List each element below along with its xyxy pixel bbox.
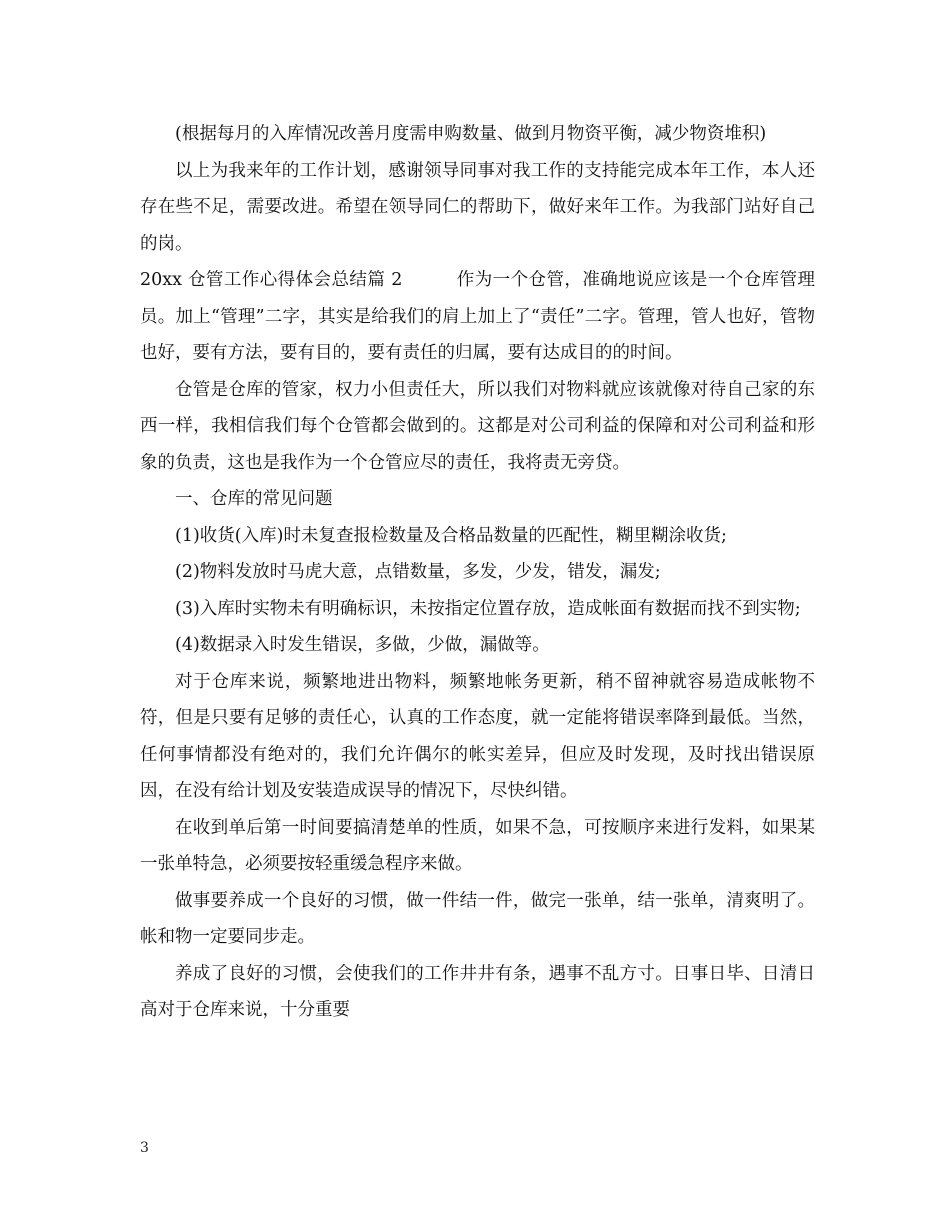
- section-intro: 作为一个仓管，准确地说应该是一个仓库管理员。加上“管理”二字，其实是给我们的肩上加上了“责任”二字。管理，管人也好，管物也好，要有方法，要有目的，要有责任的归属，要有达成目的的时间。: [140, 270, 816, 363]
- document-body: [140, 116, 815, 1029]
- list-heading: 一、仓库的常见问题: [175, 489, 333, 509]
- page-number: 3: [140, 1140, 149, 1156]
- paragraph: 以上为我来年的工作计划，感谢领导同事对我工作的支持能完成本年工作，本人还存在些不足，需要改进。希望在领导同仁的帮助下，做好来年工作。为我部门站好自己的岗。: [140, 160, 815, 254]
- list-item: (4)数据录入时发生错误，多做，少做，漏做等。: [175, 635, 550, 655]
- paragraph: 做事要养成一个良好的习惯，做一件结一件，做完一张单，结一张单，清爽明了。帐和物一定要同步走。: [140, 890, 815, 947]
- list-item: (2)物料发放时马虎大意，点错数量，多发，少发，错发，漏发;: [175, 562, 661, 582]
- list-item: (1)收货(入库)时未复查报检数量及合格品数量的匹配性，糊里糊涂收货;: [175, 525, 727, 546]
- paragraph: 在收到单后第一时间要搞清楚单的性质，如果不急，可按顺序来进行发料，如果某一张单特急，必须要按轻重缓急程序来做。: [140, 817, 815, 874]
- paragraph: (根据每月的入库情况改善月度需申购数量、做到月物资平衡，减少物资堆积): [175, 124, 767, 144]
- list-item: (3)入库时实物未有明确标识，未按指定位置存放，造成帐面有数据而找不到实物;: [175, 598, 801, 619]
- paragraph: 对于仓库来说，频繁地进出物料，频繁地帐务更新，稍不留神就容易造成帐物不符，但是只要有足够的责任心，认真的工作态度，就一定能将错误率降到最低。当然，任何事情都没有绝对的，我们允许偶尔的帐实差异，但应及时发现，及时找出错误原因，在没有给计划及安装造成误导的情况下，尽快纠错。: [140, 671, 815, 801]
- paragraph: 仓管是仓库的管家，权力小但责任大，所以我们对物料就应该就像对待自己家的东西一样，我相信我们每个仓管都会做到的。这都是对公司利益的保障和对公司利益和形象的负责，这也是我作为一个仓管应尽的责任，我将责无旁贷。: [140, 379, 815, 473]
- section-heading: 20xx 仓管工作心得体会总结篇 2: [140, 270, 403, 290]
- paragraph: 养成了良好的习惯，会使我们的工作井井有条，遇事不乱方寸。日事日毕、日清日高对于仓库来说，十分重要: [140, 963, 815, 1020]
- section-paragraph: [140, 262, 815, 372]
